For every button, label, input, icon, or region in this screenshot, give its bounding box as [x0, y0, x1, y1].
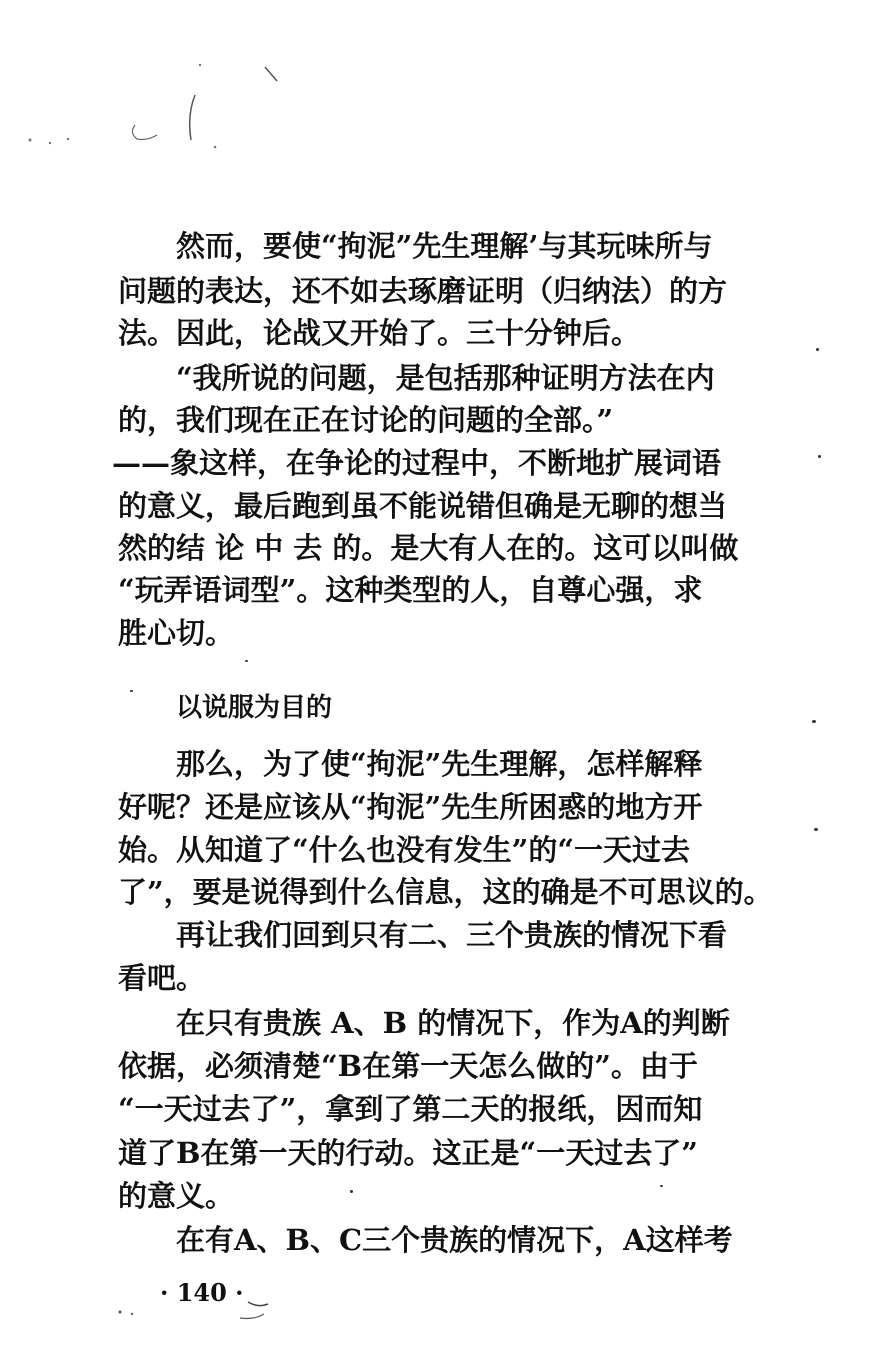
- text-line: “我所说的问题，是包括那种证明方法在内: [176, 361, 715, 395]
- text-line: “玩弄语词型”。这种类型的人，自尊心强，求: [118, 573, 703, 607]
- text-line: “一天过去了”，拿到了第二天的报纸，因而知: [118, 1092, 703, 1126]
- text-line: 看吧。: [118, 961, 206, 995]
- text-line: 的意义。: [118, 1179, 235, 1213]
- text-line: 问题的表达，还不如去琢磨证明（归纳法）的方: [118, 274, 728, 308]
- text-line: 再让我们回到只有二、三个贵族的情况下看: [176, 918, 728, 952]
- text-line: 始。从知道了“什么也没有发生”的“一天过去: [118, 833, 691, 867]
- text-line: 依据，必须清楚“B在第一天怎么做的”。由于: [118, 1049, 698, 1083]
- text-line: 那么，为了使“拘泥”先生理解，怎样解释: [176, 747, 703, 781]
- scan-speck: [245, 660, 248, 662]
- text-line: 好呢？还是应该从“拘泥”先生所困惑的地方开: [118, 790, 703, 824]
- page-number: · 140 ·: [160, 1278, 244, 1307]
- text-line: 的，我们现在正在讨论的问题的全部。”: [118, 403, 614, 437]
- text-line: 然的结 论 中 去 的。是大有人在的。这可以叫做: [118, 531, 739, 565]
- scan-speck: [816, 348, 819, 351]
- scan-speck: [660, 1185, 663, 1187]
- text-line: 了”，要是说得到什么信息，这的确是不可思议的。: [118, 875, 773, 909]
- scan-speck: [818, 455, 821, 458]
- section-heading: 以说服为目的: [176, 693, 333, 723]
- text-line: 胜心切。: [118, 616, 235, 650]
- text-line: 然而，要使“拘泥”先生理解’与其玩味所与: [176, 229, 713, 263]
- text-line: 法。因此，论战又开始了。三十分钟后。: [118, 316, 641, 350]
- text-line: 在只有贵族 A、B 的情况下，作为A的判断: [176, 1006, 730, 1040]
- text-line: 道了B在第一天的行动。这正是“一天过去了”: [118, 1136, 698, 1170]
- scan-speck: [812, 720, 816, 723]
- scan-smudge-top: [0, 55, 320, 165]
- scan-speck: [350, 1190, 353, 1193]
- text-line: 的意义，最后跑到虽不能说错但确是无聊的想当: [118, 489, 728, 523]
- scan-speck: [814, 828, 818, 831]
- scan-speck: [130, 690, 133, 692]
- scan-smudge-bottom: [100, 1290, 300, 1330]
- text-line: 在有A、B、C三个贵族的情况下，A这样考: [176, 1223, 733, 1257]
- text-line: ——象这样，在争论的过程中，不断地扩展词语: [112, 446, 722, 480]
